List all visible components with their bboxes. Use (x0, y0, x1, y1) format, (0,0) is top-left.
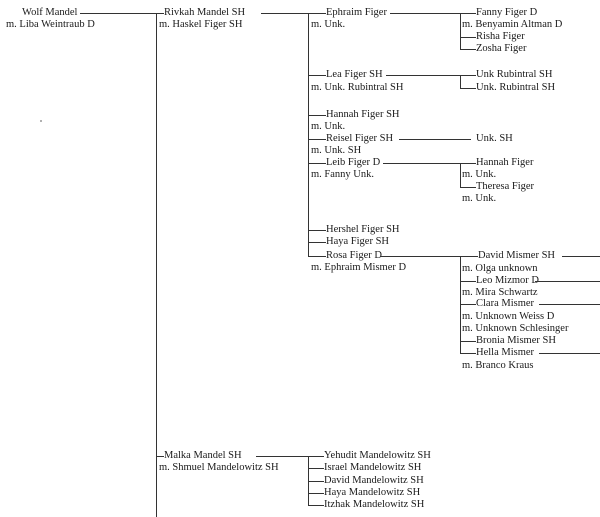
connector-line (308, 242, 326, 243)
spouse: m. Unk. Rubintral SH (311, 82, 404, 93)
connector-line (460, 304, 476, 305)
person-bronia-mismer: Bronia Mismer SH (476, 335, 556, 346)
spouse: m. Mira Schwartz (462, 287, 538, 298)
branch-line (308, 13, 309, 256)
connector-line (539, 353, 600, 354)
scan-speck (40, 120, 42, 122)
person-wolf-mandel: Wolf Mandel (22, 7, 78, 18)
person-haya-mandelowitz: Haya Mandelowitz SH (324, 487, 421, 498)
spouse-liba-weintraub: m. Liba Weintraub D (6, 19, 95, 30)
connector-line (308, 75, 326, 76)
person-malka-mandel: Malka Mandel SH (164, 450, 242, 461)
spouse: m. Unk. (462, 169, 497, 180)
connector-line (460, 281, 476, 282)
connector-line (380, 256, 460, 257)
person-unk-sh: Unk. SH (476, 133, 513, 144)
connector-line (460, 256, 478, 257)
spouse: m. Branco Kraus (462, 360, 534, 371)
person-leo-mizmor: Leo Mizmor D (476, 275, 539, 286)
person-rosa-figer: Rosa Figer D (326, 250, 382, 261)
connector-line (308, 163, 326, 164)
connector-line (460, 49, 476, 50)
person-israel-mandelowitz: Israel Mandelowitz SH (324, 462, 422, 473)
person-itzhak-mandelowitz: Itzhak Mandelowitz SH (324, 499, 425, 510)
connector-line (308, 115, 326, 116)
spouse: m. Unk. (311, 19, 346, 30)
connector-line (460, 187, 476, 188)
branch-line (460, 13, 461, 49)
spouse: m. Unknown Schlesinger (462, 323, 569, 334)
connector-line (308, 505, 324, 506)
person-hella-mismer: Hella Mismer (476, 347, 535, 358)
connector-line (460, 75, 476, 76)
connector-line (383, 163, 460, 164)
person-theresa-figer: Theresa Figer (476, 181, 535, 192)
branch-line (460, 75, 461, 88)
branch-line (460, 163, 461, 187)
person-david-mismer: David Mismer SH (478, 250, 555, 261)
person-hannah-figer: Hannah Figer SH (326, 109, 400, 120)
connector-line (308, 481, 324, 482)
person-risha-figer: Risha Figer (476, 31, 525, 42)
spouse-haskel-figer: m. Haskel Figer SH (159, 19, 243, 30)
spouse: m. Fanny Unk. (311, 169, 374, 180)
spouse: m. Olga unknown (462, 263, 538, 274)
person-yehudit-mandelowitz: Yehudit Mandelowitz SH (324, 450, 431, 461)
connector-line (386, 75, 460, 76)
connector-line (308, 493, 324, 494)
connector-line (308, 468, 324, 469)
person-reisel-figer: Reisel Figer SH (326, 133, 394, 144)
person-zosha-figer: Zosha Figer (476, 43, 527, 54)
connector-line (261, 13, 308, 14)
connector-line (460, 341, 476, 342)
connector-line (539, 304, 600, 305)
connector-line (156, 13, 164, 14)
connector-line (80, 13, 156, 14)
connector-line (399, 139, 471, 140)
connector-line (256, 456, 308, 457)
trunk-line (156, 13, 157, 517)
connector-line (460, 163, 476, 164)
person-unk-rubintral: Unk. Rubintral SH (476, 82, 556, 93)
connector-line (562, 256, 600, 257)
spouse: m. Unk. SH (311, 145, 362, 156)
connector-line (460, 353, 476, 354)
connector-line (308, 13, 326, 14)
person-haya-figer: Haya Figer SH (326, 236, 389, 247)
spouse: m. Unknown Weiss D (462, 311, 555, 322)
connector-line (156, 456, 164, 457)
person-leib-figer: Leib Figer D (326, 157, 381, 168)
spouse: m. Unk. (462, 193, 497, 204)
spouse: m. Ephraim Mismer D (311, 262, 407, 273)
connector-line (460, 88, 476, 89)
person-hershel-figer: Hershel Figer SH (326, 224, 400, 235)
person-lea-figer: Lea Figer SH (326, 69, 383, 80)
spouse: m. Benyamin Altman D (462, 19, 563, 30)
person-rivkah-mandel: Rivkah Mandel SH (164, 7, 246, 18)
spouse: m. Unk. (311, 121, 346, 132)
spouse-shmuel-mandelowitz: m. Shmuel Mandelowitz SH (159, 462, 279, 473)
connector-line (308, 456, 324, 457)
person-david-mandelowitz: David Mandelowitz SH (324, 475, 424, 486)
person-clara-mismer: Clara Mismer (476, 298, 535, 309)
connector-line (308, 139, 326, 140)
person-hannah-figer-2: Hannah Figer (476, 157, 534, 168)
person-fanny-figer: Fanny Figer D (476, 7, 538, 18)
connector-line (390, 13, 460, 14)
connector-line (308, 230, 326, 231)
connector-line (308, 256, 326, 257)
connector-line (460, 37, 476, 38)
person-unk-rubintral: Unk Rubintral SH (476, 69, 553, 80)
connector-line (460, 13, 476, 14)
connector-line (535, 281, 600, 282)
person-ephraim-figer: Ephraim Figer (326, 7, 387, 18)
